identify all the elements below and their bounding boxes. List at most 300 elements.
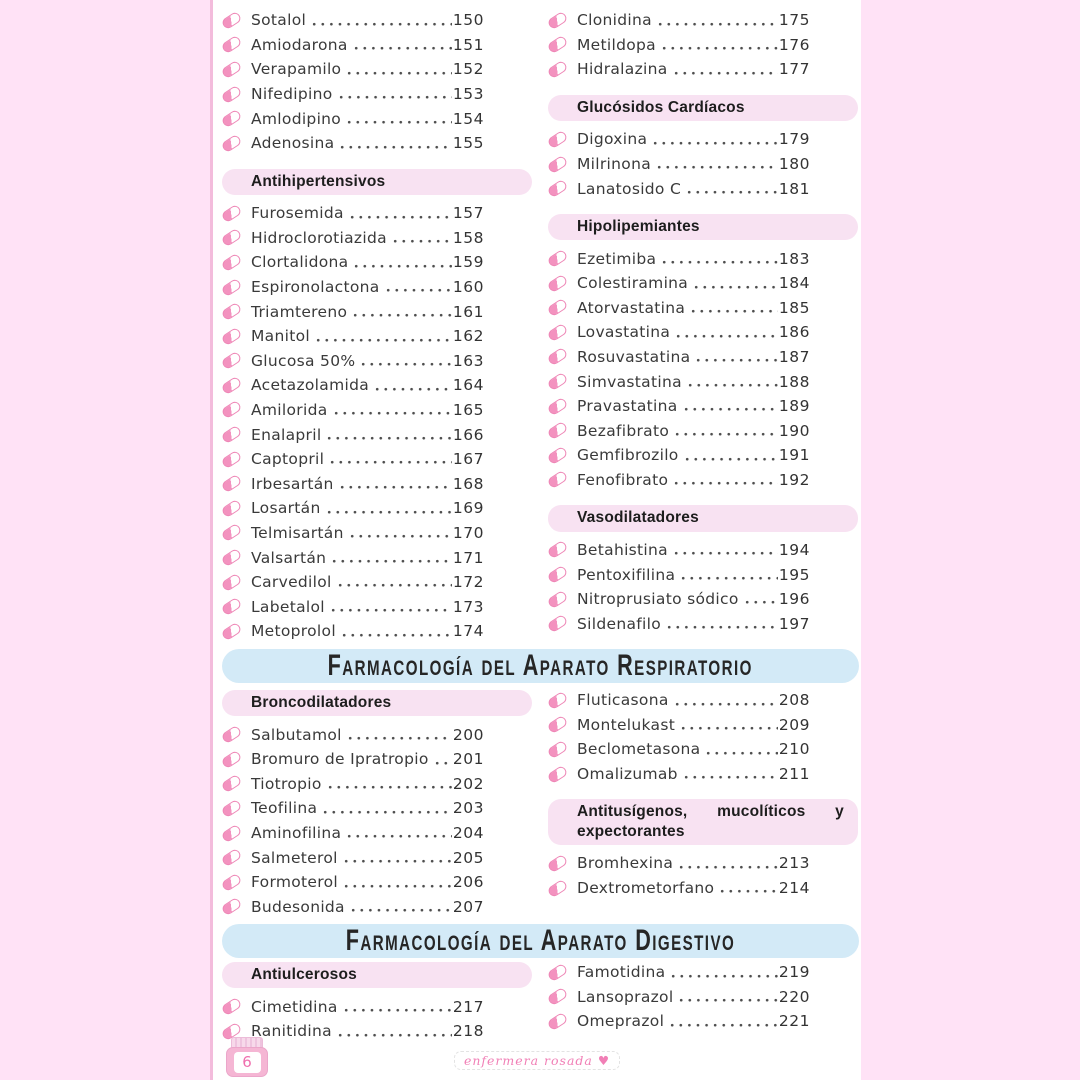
drug-name: Tiotropio xyxy=(251,774,322,793)
dotted-leader xyxy=(375,387,452,392)
entry-page-number: 181 xyxy=(778,179,810,198)
dotted-leader xyxy=(348,736,452,741)
drug-name: Losartán xyxy=(251,499,321,518)
entry-page-number: 213 xyxy=(778,854,810,873)
drug-name: Lanatosido C xyxy=(577,179,682,198)
dotted-leader xyxy=(344,859,452,864)
drug-name: Dextrometorfano xyxy=(577,879,715,898)
dotted-leader xyxy=(340,485,452,490)
capsule-icon xyxy=(221,872,243,892)
toc-entry xyxy=(222,545,484,570)
capsule-icon xyxy=(547,470,569,490)
drug-name: Teofilina xyxy=(251,799,318,818)
dotted-leader xyxy=(662,260,778,265)
toc-entry xyxy=(548,985,810,1010)
dotted-leader xyxy=(347,71,452,76)
capsule-icon xyxy=(221,449,243,469)
toc-entry xyxy=(548,876,810,901)
drug-name: Telmisartán xyxy=(251,523,344,542)
toc-column-cardiovascular-continuacion-left xyxy=(222,8,532,644)
capsule-icon xyxy=(221,351,243,371)
entry-page-number: 175 xyxy=(778,11,810,30)
drug-name: Cimetidina xyxy=(251,997,338,1016)
toc-entry xyxy=(548,688,810,713)
dotted-leader xyxy=(323,810,452,815)
toc-page xyxy=(210,0,861,1080)
entry-page-number: 165 xyxy=(452,400,484,419)
entry-page-number: 179 xyxy=(778,130,810,149)
drug-name: Irbesartán xyxy=(251,474,334,493)
entry-page-number: 194 xyxy=(778,540,810,559)
entry-page-number: 157 xyxy=(452,204,484,223)
entry-page-number: 162 xyxy=(452,327,484,346)
drug-name: Hidroclorotiazida xyxy=(251,228,387,247)
toc-entry xyxy=(222,373,484,398)
category-header: Antiulcerosos xyxy=(222,962,532,988)
entry-page-number: 205 xyxy=(452,848,484,867)
capsule-icon xyxy=(547,396,569,416)
drug-name: Metoprolol xyxy=(251,622,336,641)
dotted-leader xyxy=(658,22,778,27)
entry-page-number: 158 xyxy=(452,228,484,247)
entry-page-number: 151 xyxy=(452,35,484,54)
capsule-icon xyxy=(221,253,243,273)
dotted-leader xyxy=(691,309,778,314)
entry-page-number: 166 xyxy=(452,425,484,444)
toc-entry xyxy=(548,345,810,370)
dotted-leader xyxy=(696,358,778,363)
capsule-icon xyxy=(547,878,569,898)
capsule-icon xyxy=(221,474,243,494)
entry-page-number: 219 xyxy=(778,963,810,982)
capsule-icon xyxy=(547,273,569,293)
category-header: Hipolipemiantes xyxy=(548,214,858,240)
toc-entry xyxy=(222,994,484,1019)
dotted-leader xyxy=(331,608,452,613)
drug-name: Bezafibrato xyxy=(577,421,670,440)
entry-page-number: 211 xyxy=(778,765,810,784)
drug-name: Manitol xyxy=(251,327,310,346)
toc-entry xyxy=(222,594,484,619)
entry-page-number: 210 xyxy=(778,740,810,759)
drug-name: Pentoxifilina xyxy=(577,565,676,584)
dotted-leader xyxy=(327,436,451,441)
entry-page-number: 191 xyxy=(778,446,810,465)
toc-entry xyxy=(222,570,484,595)
dotted-leader xyxy=(688,383,778,388)
dotted-leader xyxy=(681,726,778,731)
dotted-leader xyxy=(354,264,451,269)
toc-entry xyxy=(222,772,484,797)
dotted-leader xyxy=(353,313,452,318)
dotted-leader xyxy=(681,576,778,581)
drug-name: Verapamilo xyxy=(251,60,342,79)
drug-name: Famotidina xyxy=(577,963,666,982)
drug-name: Clonidina xyxy=(577,11,652,30)
entry-page-number: 176 xyxy=(778,35,810,54)
entry-page-number: 152 xyxy=(452,60,484,79)
entry-page-number: 159 xyxy=(452,253,484,272)
capsule-icon xyxy=(221,997,243,1017)
dotted-leader xyxy=(653,141,778,146)
toc-entry xyxy=(222,398,484,423)
capsule-icon xyxy=(547,421,569,441)
toc-entry xyxy=(222,796,484,821)
toc-entry xyxy=(222,619,484,644)
capsule-icon xyxy=(221,749,243,769)
dotted-leader xyxy=(674,551,778,556)
capsule-icon xyxy=(221,326,243,346)
dotted-leader xyxy=(670,1023,778,1028)
toc-entry xyxy=(222,422,484,447)
toc-entry xyxy=(222,57,484,82)
entry-page-number: 177 xyxy=(778,60,810,79)
dotted-leader xyxy=(675,702,778,707)
entry-page-number: 174 xyxy=(452,622,484,641)
chapter-banner-title: Farmacología del Aparato Respiratorio xyxy=(327,649,754,682)
drug-name: Nitroprusiato sódico xyxy=(577,590,739,609)
drug-name: Amlodipino xyxy=(251,109,342,128)
entry-page-number: 217 xyxy=(452,997,484,1016)
capsule-icon xyxy=(547,179,569,199)
entry-page-number: 203 xyxy=(452,799,484,818)
capsule-icon xyxy=(547,35,569,55)
toc-entry xyxy=(222,447,484,472)
dotted-leader xyxy=(662,46,778,51)
drug-name: Ranitidina xyxy=(251,1022,332,1041)
entry-page-number: 200 xyxy=(452,725,484,744)
entry-page-number: 161 xyxy=(452,302,484,321)
capsule-icon xyxy=(221,897,243,917)
toc-entry xyxy=(222,471,484,496)
entry-page-number: 167 xyxy=(452,450,484,469)
dotted-leader xyxy=(679,998,777,1003)
entry-page-number: 189 xyxy=(778,397,810,416)
toc-entry xyxy=(222,275,484,300)
drug-name: Rosuvastatina xyxy=(577,347,691,366)
capsule-icon xyxy=(221,400,243,420)
dotted-leader xyxy=(347,120,452,125)
toc-entry xyxy=(548,960,810,985)
dotted-leader xyxy=(347,834,452,839)
drug-name: Omalizumab xyxy=(577,765,678,784)
capsule-icon xyxy=(221,548,243,568)
entry-page-number: 197 xyxy=(778,614,810,633)
drug-name: Formoterol xyxy=(251,873,338,892)
dotted-leader xyxy=(327,510,452,515)
entry-page-number: 155 xyxy=(452,134,484,153)
toc-column-respiratorio-left xyxy=(222,690,532,919)
entry-page-number: 163 xyxy=(452,351,484,370)
toc-entry xyxy=(548,127,810,152)
toc-entry xyxy=(548,271,810,296)
dotted-leader xyxy=(316,338,452,343)
drug-name: Lovastatina xyxy=(577,323,671,342)
drug-name: Colestiramina xyxy=(577,274,689,293)
dotted-leader xyxy=(344,1008,452,1013)
drug-name: Espironolactona xyxy=(251,278,380,297)
entry-page-number: 201 xyxy=(452,750,484,769)
entry-page-number: 168 xyxy=(452,474,484,493)
drug-name: Bromuro de Ipratropio xyxy=(251,750,429,769)
capsule-icon xyxy=(221,725,243,745)
dotted-leader xyxy=(334,411,452,416)
capsule-icon xyxy=(221,622,243,642)
capsule-icon xyxy=(221,228,243,248)
toc-entry xyxy=(548,296,810,321)
dotted-leader xyxy=(339,95,452,100)
dotted-leader xyxy=(338,1033,452,1038)
drug-name: Digoxina xyxy=(577,130,648,149)
dotted-leader xyxy=(687,190,778,195)
toc-entry xyxy=(548,443,810,468)
drug-name: Nifedipino xyxy=(251,85,333,104)
dotted-leader xyxy=(435,761,452,766)
toc-entry xyxy=(222,201,484,226)
toc-entry xyxy=(222,821,484,846)
toc-entry xyxy=(222,747,484,772)
toc-column-cardiovascular-continuacion-right xyxy=(548,8,858,636)
drug-name: Adenosina xyxy=(251,134,335,153)
toc-entry xyxy=(548,737,810,762)
drug-name: Budesonida xyxy=(251,897,345,916)
category-header: Antihipertensivos xyxy=(222,169,532,195)
entry-page-number: 195 xyxy=(778,565,810,584)
capsule-icon xyxy=(221,302,243,322)
drug-name: Salbutamol xyxy=(251,725,342,744)
dotted-leader xyxy=(386,288,452,293)
category-header: Broncodilatadores xyxy=(222,690,532,716)
toc-entry xyxy=(222,8,484,33)
capsule-icon xyxy=(221,597,243,617)
dotted-leader xyxy=(706,751,777,756)
entry-page-number: 180 xyxy=(778,155,810,174)
page-number: 6 xyxy=(234,1052,261,1073)
entry-page-number: 220 xyxy=(778,987,810,1006)
drug-name: Ezetimiba xyxy=(577,249,657,268)
chapter-banner-title: Farmacología del Aparato Digestivo xyxy=(345,924,736,957)
drug-name: Clortalidona xyxy=(251,253,349,272)
drug-name: Salmeterol xyxy=(251,848,338,867)
dotted-leader xyxy=(657,165,778,170)
toc-entry xyxy=(548,394,810,419)
dotted-leader xyxy=(312,22,452,27)
capsule-icon xyxy=(547,298,569,318)
dotted-leader xyxy=(354,46,452,51)
drug-name: Lansoprazol xyxy=(577,987,674,1006)
dotted-leader xyxy=(694,285,778,290)
capsule-icon xyxy=(221,774,243,794)
dotted-leader xyxy=(351,908,452,913)
drug-name: Montelukast xyxy=(577,715,676,734)
capsule-icon xyxy=(221,376,243,396)
dotted-leader xyxy=(745,600,778,605)
capsule-icon xyxy=(547,323,569,343)
dotted-leader xyxy=(684,775,778,780)
capsule-icon xyxy=(221,35,243,55)
toc-entry xyxy=(548,246,810,271)
toc-entry xyxy=(548,8,810,33)
toc-entry xyxy=(222,870,484,895)
dotted-leader xyxy=(676,334,778,339)
category-header: Vasodilatadores xyxy=(548,505,858,531)
toc-entry xyxy=(548,57,810,82)
toc-entry xyxy=(222,82,484,107)
entry-page-number: 188 xyxy=(778,372,810,391)
toc-column-respiratorio-right xyxy=(548,688,858,900)
toc-entry xyxy=(548,176,810,201)
toc-entry xyxy=(548,851,810,876)
capsule-icon xyxy=(547,614,569,634)
entry-page-number: 209 xyxy=(778,715,810,734)
dotted-leader xyxy=(674,71,778,76)
capsule-icon xyxy=(221,572,243,592)
category-header-line: Antitusígenos, mucolíticos y xyxy=(577,803,844,821)
dotted-leader xyxy=(338,583,452,588)
dotted-leader xyxy=(720,889,778,894)
toc-entry xyxy=(222,131,484,156)
toc-entry xyxy=(222,250,484,275)
entry-page-number: 170 xyxy=(452,523,484,542)
drug-name: Sildenafilo xyxy=(577,614,662,633)
drug-name: Triamtereno xyxy=(251,302,348,321)
toc-entry xyxy=(548,33,810,58)
dotted-leader xyxy=(679,865,778,870)
drug-name: Labetalol xyxy=(251,597,325,616)
drug-name: Amilorida xyxy=(251,400,328,419)
dotted-leader xyxy=(340,145,451,150)
brand-watermark xyxy=(213,1050,861,1070)
dotted-leader xyxy=(684,407,778,412)
capsule-icon xyxy=(547,691,569,711)
toc-column-digestivo-right xyxy=(548,960,858,1034)
entry-page-number: 184 xyxy=(778,274,810,293)
capsule-icon xyxy=(221,499,243,519)
drug-name: Glucosa 50% xyxy=(251,351,356,370)
capsule-icon xyxy=(547,1012,569,1032)
dotted-leader xyxy=(393,239,452,244)
toc-entry xyxy=(222,299,484,324)
entry-page-number: 196 xyxy=(778,590,810,609)
entry-page-number: 190 xyxy=(778,421,810,440)
dotted-leader xyxy=(674,481,778,486)
drug-name: Beclometasona xyxy=(577,740,701,759)
entry-page-number: 186 xyxy=(778,323,810,342)
drug-name: Hidralazina xyxy=(577,60,668,79)
toc-entry xyxy=(548,587,810,612)
toc-entry xyxy=(222,106,484,131)
entry-page-number: 221 xyxy=(778,1012,810,1031)
brand-watermark-text: enfermera rosada ♥ xyxy=(454,1051,620,1070)
drug-name: Atorvastatina xyxy=(577,298,686,317)
entry-page-number: 187 xyxy=(778,347,810,366)
entry-page-number: 214 xyxy=(778,879,810,898)
drug-name: Sotalol xyxy=(251,11,307,30)
entry-page-number: 207 xyxy=(452,897,484,916)
toc-column-digestivo-left xyxy=(222,962,532,1044)
drug-name: Bromhexina xyxy=(577,854,674,873)
capsule-icon xyxy=(547,987,569,1007)
entry-page-number: 173 xyxy=(452,597,484,616)
capsule-icon xyxy=(547,130,569,150)
toc-entry xyxy=(222,722,484,747)
drug-name: Fenofibrato xyxy=(577,470,669,489)
toc-entry xyxy=(548,713,810,738)
capsule-icon xyxy=(547,11,569,31)
capsule-icon xyxy=(547,60,569,80)
capsule-icon xyxy=(547,154,569,174)
capsule-icon xyxy=(547,589,569,609)
capsule-icon xyxy=(547,540,569,560)
dotted-leader xyxy=(344,884,452,889)
capsule-icon xyxy=(221,1021,243,1041)
entry-page-number: 153 xyxy=(452,85,484,104)
capsule-icon xyxy=(221,109,243,129)
category-header xyxy=(548,799,858,845)
capsule-icon xyxy=(547,565,569,585)
capsule-icon xyxy=(547,347,569,367)
drug-name: Acetazolamida xyxy=(251,376,370,395)
dotted-leader xyxy=(332,559,452,564)
dotted-leader xyxy=(671,974,777,979)
toc-entry xyxy=(548,152,810,177)
drug-name: Enalapril xyxy=(251,425,322,444)
drug-name: Furosemida xyxy=(251,204,344,223)
toc-entry xyxy=(222,845,484,870)
toc-entry xyxy=(548,762,810,787)
drug-name: Fluticasona xyxy=(577,691,669,710)
drug-name: Metildopa xyxy=(577,35,656,54)
dotted-leader xyxy=(330,460,452,465)
drug-name: Carvedilol xyxy=(251,573,332,592)
category-header: Glucósidos Cardíacos xyxy=(548,95,858,121)
drug-name: Gemfibrozilo xyxy=(577,446,679,465)
toc-entry xyxy=(222,895,484,920)
drug-name: Captopril xyxy=(251,450,325,469)
entry-page-number: 192 xyxy=(778,470,810,489)
capsule-icon xyxy=(221,523,243,543)
capsule-icon xyxy=(547,249,569,269)
capsule-icon xyxy=(221,277,243,297)
chapter-banner-respiratorio xyxy=(222,649,859,683)
entry-page-number: 171 xyxy=(452,548,484,567)
entry-page-number: 202 xyxy=(452,774,484,793)
capsule-icon xyxy=(547,715,569,735)
capsule-icon xyxy=(547,963,569,983)
dotted-leader xyxy=(667,625,778,630)
capsule-icon xyxy=(547,446,569,466)
entry-page-number: 183 xyxy=(778,249,810,268)
entry-page-number: 164 xyxy=(452,376,484,395)
drug-name: Simvastatina xyxy=(577,372,682,391)
entry-page-number: 206 xyxy=(452,873,484,892)
dotted-leader xyxy=(685,457,778,462)
entry-page-number: 185 xyxy=(778,298,810,317)
drug-name: Pravastatina xyxy=(577,397,678,416)
drug-name: Omeprazol xyxy=(577,1012,665,1031)
toc-entry xyxy=(222,33,484,58)
capsule-icon xyxy=(221,848,243,868)
drug-name: Milrinona xyxy=(577,155,651,174)
entry-page-number: 154 xyxy=(452,109,484,128)
drug-name: Amiodarona xyxy=(251,35,348,54)
toc-entry xyxy=(222,226,484,251)
capsule-icon xyxy=(547,854,569,874)
toc-entry xyxy=(548,562,810,587)
entry-page-number: 169 xyxy=(452,499,484,518)
dotted-leader xyxy=(361,362,452,367)
capsule-icon xyxy=(547,372,569,392)
